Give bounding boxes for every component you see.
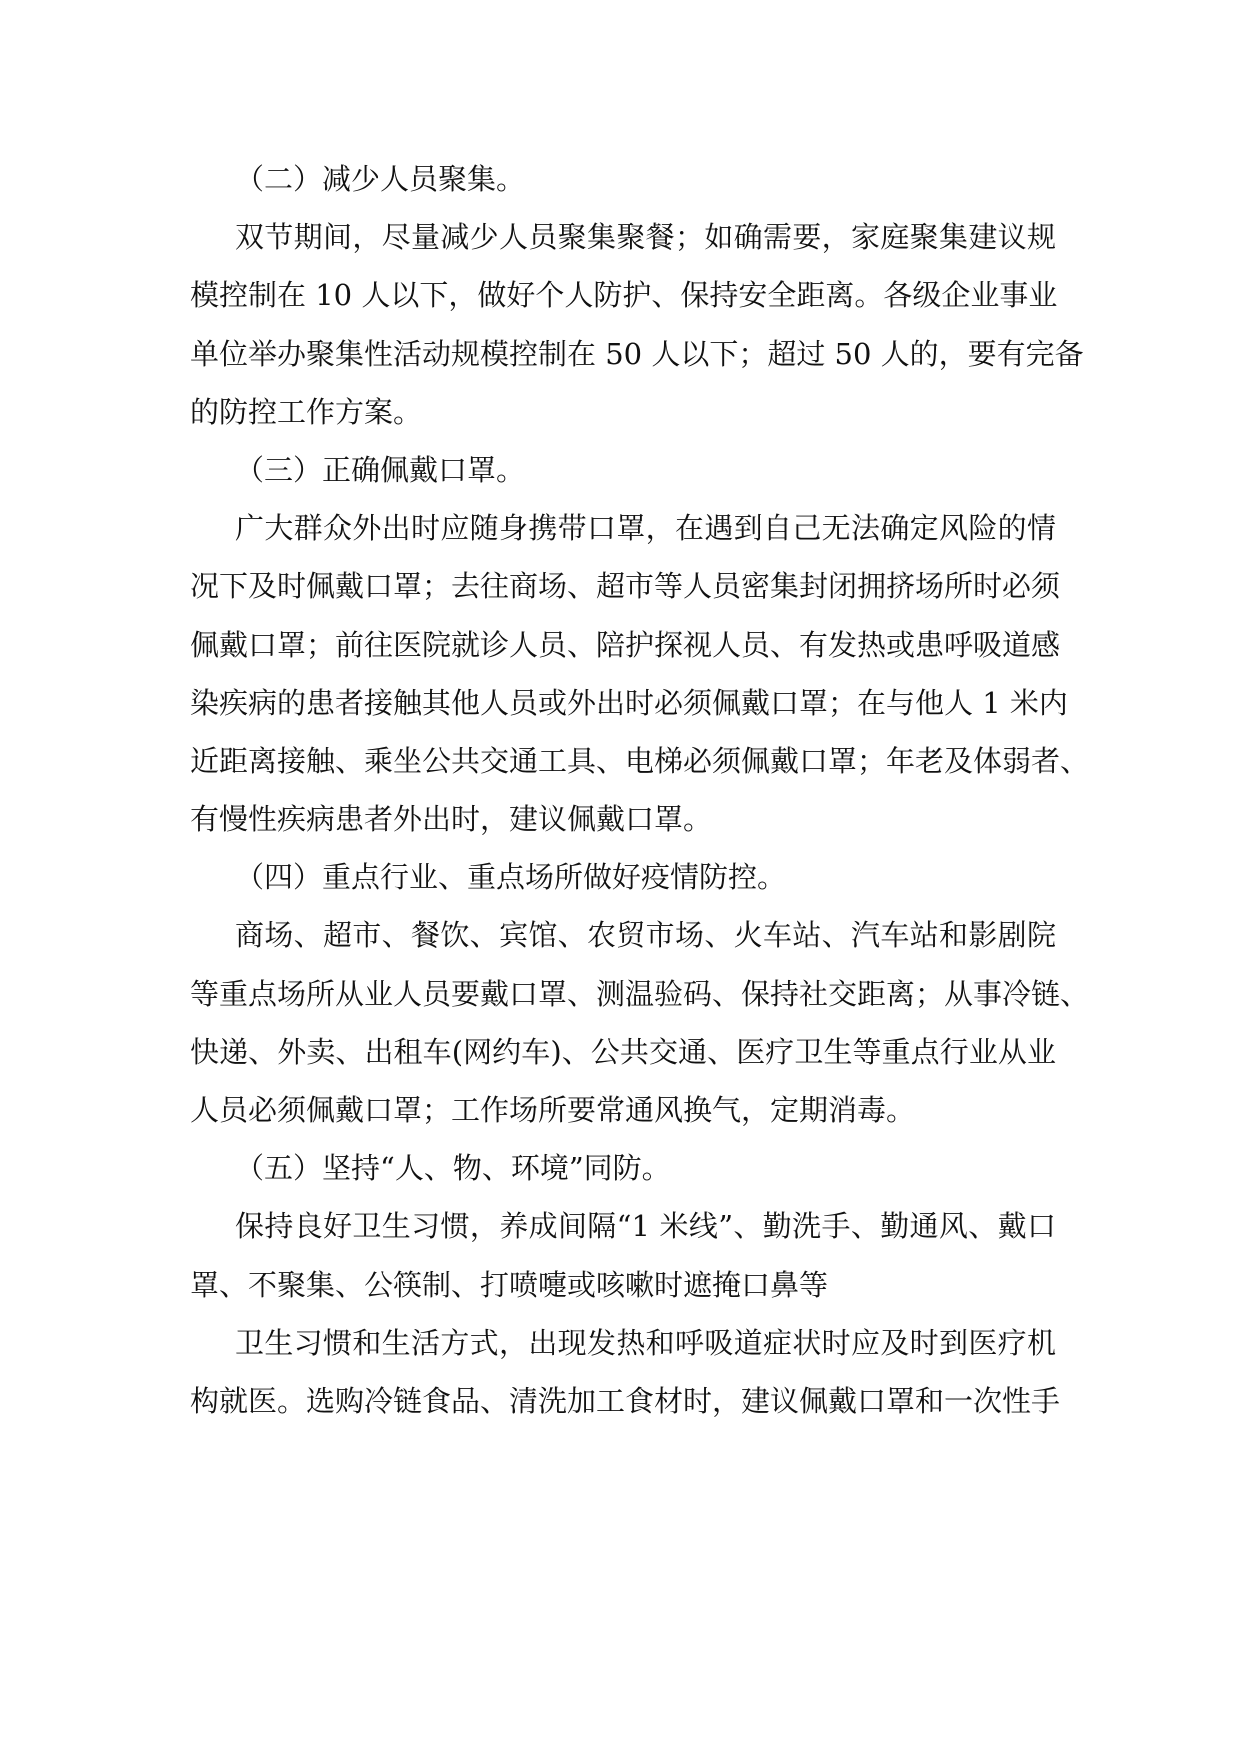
paragraph-line: 商场、超市、餐饮、宾馆、农贸市场、火车站、汽车站和影剧院 — [235, 918, 1056, 953]
paragraph-line: 模控制在 10 人以下，做好个人防护、保持安全距离。各级企业事业 — [190, 278, 1058, 313]
section-heading: （三）正确佩戴口罩。 — [235, 452, 526, 487]
paragraph-line: 近距离接触、乘坐公共交通工具、电梯必须佩戴口罩；年老及体弱者、 — [190, 743, 1090, 778]
paragraph-line: 广大群众外出时应随身携带口罩，在遇到自己无法确定风险的情 — [235, 511, 1056, 546]
paragraph-line: 染疾病的患者接触其他人员或外出时必须佩戴口罩；在与他人 1 米内 — [190, 685, 1068, 720]
paragraph-line: 单位举办聚集性活动规模控制在 50 人以下；超过 50 人的，要有完备 — [190, 336, 1084, 371]
section-heading: （四）重点行业、重点场所做好疫情防控。 — [235, 860, 787, 895]
paragraph-line: 况下及时佩戴口罩；去往商场、超市等人员密集封闭拥挤场所时必须 — [190, 569, 1061, 604]
paragraph-line: 等重点场所从业人员要戴口罩、测温验码、保持社交距离；从事冷链、 — [190, 976, 1090, 1011]
section-heading: （五）坚持“人、物、环境”同防。 — [235, 1151, 671, 1186]
paragraph-line: 卫生习惯和生活方式，出现发热和呼吸道症状时应及时到医疗机 — [235, 1325, 1056, 1360]
paragraph-line: 构就医。选购冷链食品、清洗加工食材时，建议佩戴口罩和一次性手 — [190, 1383, 1061, 1418]
paragraph-line: 人员必须佩戴口罩；工作场所要常通风换气，定期消毒。 — [190, 1093, 916, 1127]
paragraph-line: 佩戴口罩；前往医院就诊人员、陪护探视人员、有发热或患呼吸道感 — [190, 627, 1061, 662]
section-heading: （二）减少人员聚集。 — [235, 162, 526, 196]
paragraph-line: 的防控工作方案。 — [190, 394, 423, 429]
paragraph-line: 有慢性疾病患者外出时，建议佩戴口罩。 — [190, 802, 713, 837]
paragraph-line: 保持良好卫生习惯，养成间隔“1 米线”、勤洗手、勤通风、戴口 — [235, 1209, 1056, 1244]
paragraph-line: 快递、外卖、出租车(网约车)、公共交通、医疗卫生等重点行业从业 — [190, 1034, 1056, 1069]
paragraph-line: 罩、不聚集、公筷制、打喷嚏或咳嗽时遮掩口鼻等 — [190, 1267, 829, 1302]
paragraph-line: 双节期间，尽量减少人员聚集聚餐；如确需要，家庭聚集建议规 — [235, 220, 1056, 255]
document-body — [190, 150, 1090, 1430]
